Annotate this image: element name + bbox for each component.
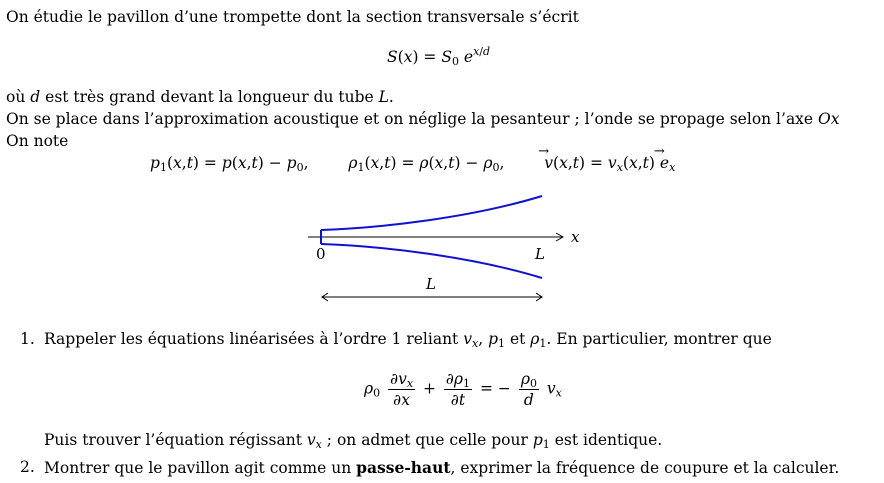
horn-lower-wall (321, 244, 542, 278)
intro-line: On étudie le pavillon d’une trompette dont la section transversale s’écrit (6, 8, 579, 26)
question-1-number: 1. (20, 330, 35, 348)
section-formula: $S(x) = S_0$ $e^{x/d}$ (387, 45, 491, 68)
length-label: L (426, 275, 436, 293)
horn-diagram (300, 188, 600, 308)
end-label: L (535, 245, 545, 263)
question-1-followup: Puis trouver l’équation régissant $v_x$ ; on admet que celle pour $p_1$ est identique. (44, 431, 663, 451)
x-axis-label: x (571, 228, 580, 246)
continuity-equation: $\rho_0$ $\frac{\partial v_x}{\partial x}$ + $\frac{\partial\rho_1}{\partial t}$ = − $\frac{\rho_0}{d}$ $v_x$ (364, 370, 562, 409)
question-1-text: Rappeler les équations linéarisées à l’ordre 1 reliant $v_x$, $p_1$ et $\rho_1$. En particulier, montrer que (44, 330, 772, 350)
note-line: On note (6, 132, 69, 150)
definitions-formula: $p_1(x,t) = p(x,t) - p_0$, $\rho_1(x,t) = \rho(x,t) - \rho_0$, v → $(x,t) = v_x(x,t)$ e → $_x$ (150, 144, 676, 174)
where-line: où d est très grand devant la longueur du tube L. (6, 88, 394, 106)
horn-upper-wall (321, 196, 542, 230)
approx-line: On se place dans l’approximation acoustique et on néglige la pesanteur ; l’onde se propage selon l’axe Ox (6, 110, 840, 128)
question-2-number: 2. (20, 458, 35, 476)
question-2-text: Montrer que le pavillon agit comme un passe-haut, exprimer la fréquence de coupure et la calculer. (44, 458, 840, 477)
origin-label: 0 (316, 245, 326, 263)
